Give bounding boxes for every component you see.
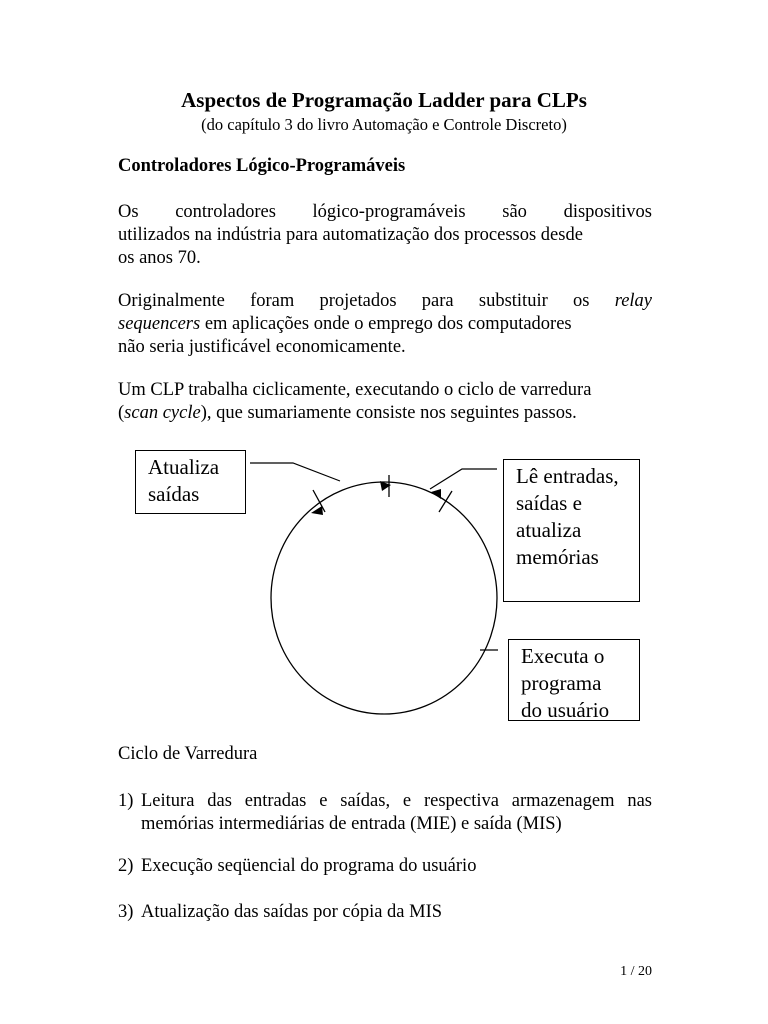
box-line: atualiza: [516, 518, 582, 542]
box-line: saídas: [148, 482, 200, 506]
box-execute-program: [508, 639, 640, 721]
leader-line-read-inputs: [430, 469, 497, 489]
text-run: ), que sumariamente consiste nos seguintes passos.: [200, 403, 577, 423]
italic-term-scan-cycle: scan cycle: [124, 403, 201, 423]
box-line: memórias: [516, 545, 599, 569]
section-heading: Controladores Lógico-Programáveis: [118, 156, 406, 176]
list-line: Atualização das saídas por cópia da MIS: [141, 902, 443, 922]
list-line: memórias intermediárias de entrada (MIE) e saída (MIS): [141, 814, 562, 834]
list-line: Leitura das entradas e saídas, e respectiva armazenagem nas: [141, 791, 652, 811]
paragraph-line: Um CLP trabalha ciclicamente, executando o ciclo de varredura: [118, 380, 592, 400]
text-run: (: [118, 403, 125, 423]
cycle-circle: [271, 482, 497, 714]
list-text: [141, 855, 652, 878]
box-read-inputs: [503, 459, 640, 602]
paragraph-line: Os controladores lógico-programáveis são dispositivos: [118, 202, 652, 222]
list-item: [118, 790, 652, 836]
paragraph-line: utilizados na indústria para automatização dos processos desde: [118, 225, 583, 245]
list-text: [141, 901, 652, 924]
paragraph-line: não seria justificável economicamente.: [118, 337, 406, 357]
list-line: Execução seqüencial do programa do usuário: [141, 856, 477, 876]
box-line: Atualiza: [148, 455, 220, 479]
list-number: 2): [118, 856, 134, 876]
box-line: Executa o: [521, 644, 605, 668]
arrowhead-right: [431, 489, 441, 499]
paragraph-line: os anos 70.: [118, 248, 201, 268]
page-number: 1 / 20: [620, 964, 652, 979]
list-text: [141, 790, 652, 836]
document-title: Aspectos de Programação Ladder para CLPs: [181, 88, 587, 112]
box-line: do usuário: [521, 698, 610, 722]
list-item: [118, 901, 652, 924]
box-line: Lê entradas,: [516, 464, 619, 488]
box-update-outputs: [135, 450, 246, 514]
box-line: saídas e: [516, 491, 582, 515]
leader-line-update-outputs: [250, 463, 340, 481]
diagram-caption: Ciclo de Varredura: [118, 744, 258, 764]
list-number: 1): [118, 791, 134, 811]
box-line: programa: [521, 671, 602, 695]
list-number: 3): [118, 902, 134, 922]
text-run: Originalmente foram projetados para substituir os: [118, 291, 590, 311]
list-item: [118, 855, 652, 878]
italic-term-relay: relay: [614, 291, 653, 311]
text-run: em aplicações onde o emprego dos computadores: [200, 314, 572, 334]
italic-term-sequencers: sequencers: [118, 314, 201, 334]
document-subtitle: (do capítulo 3 do livro Automação e Controle Discreto): [201, 115, 567, 134]
